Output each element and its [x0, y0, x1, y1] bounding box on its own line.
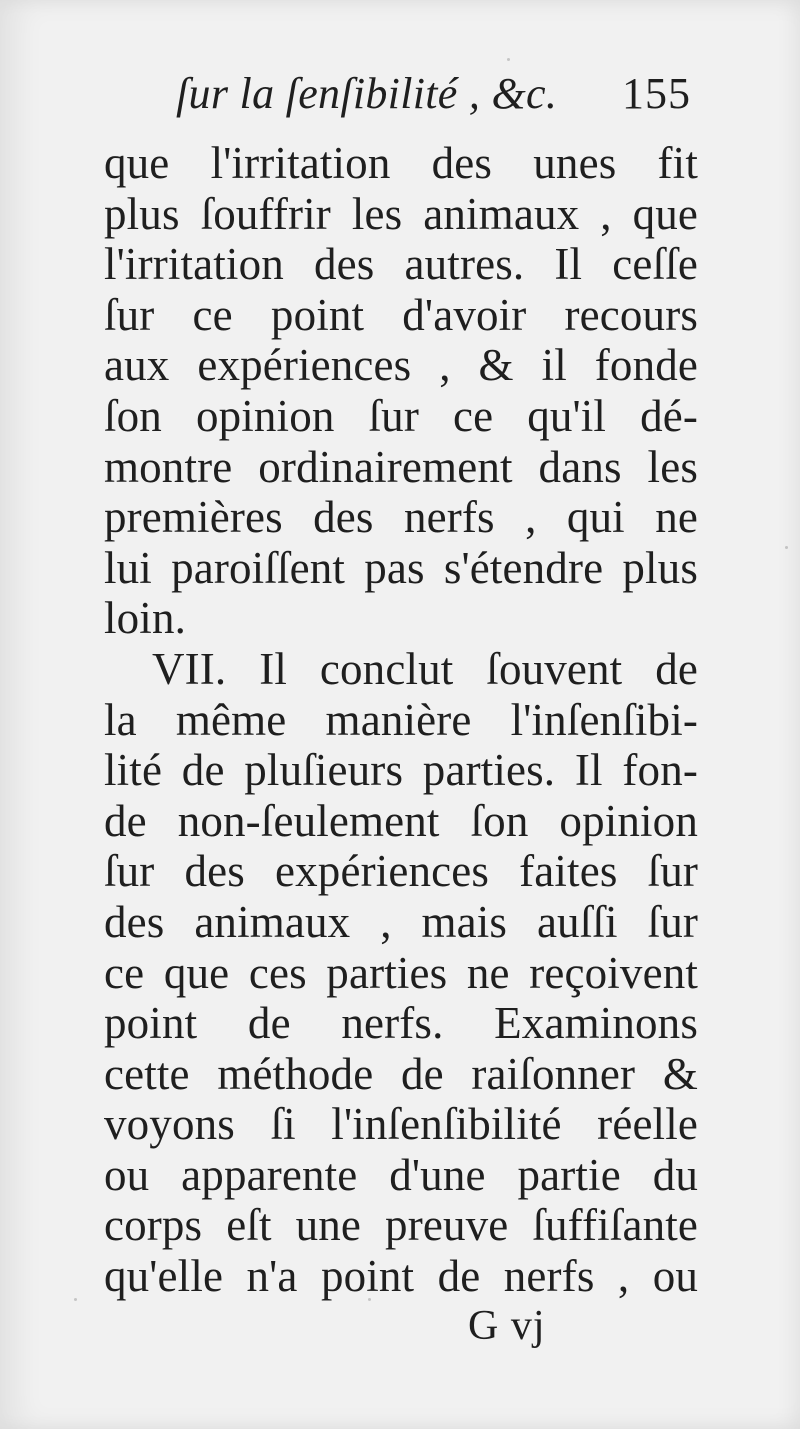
text-line-17: ce que ces parties ne reçoivent	[104, 947, 698, 998]
text-line-13: lité de pluſieurs parties. Il fon-	[104, 745, 698, 796]
text-line-19: cette méthode de raiſonner &	[104, 1048, 698, 1099]
paper-speck	[74, 1298, 77, 1301]
paper-speck	[368, 1298, 371, 1301]
text-line-22: corps eſt une preuve ſuffiſante	[104, 1200, 698, 1251]
text-line-6: ſon opinion ſur ce qu'il dé-	[104, 390, 698, 441]
text-line-21: ou apparente d'une partie du	[104, 1149, 698, 1200]
text-line-18: point de nerfs. Examinons	[104, 998, 698, 1049]
text-line-5: aux expériences , & il fonde	[104, 340, 698, 391]
text-line-23: qu'elle n'a point de nerfs , ou	[104, 1251, 698, 1302]
running-title: ſur la ſenſibilité , &c.	[176, 69, 558, 118]
body-text	[104, 138, 698, 1302]
text-line-2: plus ſouffrir les animaux , que	[104, 188, 698, 239]
text-line-11: VII. Il conclut ſouvent de	[152, 643, 698, 694]
text-line-4: ſur ce point d'avoir recours	[104, 289, 698, 340]
text-line-3: l'irritation des autres. Il ceſſe	[104, 239, 698, 290]
signature-mark: G vj	[468, 1303, 546, 1349]
text-line-9: lui paroiſſent pas s'étendre plus	[104, 542, 698, 593]
text-line-1: que l'irritation des unes fit	[104, 138, 698, 188]
paper-speck	[785, 546, 788, 549]
text-line-16: des animaux , mais auſſi ſur	[104, 896, 698, 947]
text-line-20: voyons ſi l'inſenſibilité réelle	[104, 1099, 698, 1150]
paper-speck	[507, 58, 510, 61]
text-line-7: montre ordinairement dans les	[104, 441, 698, 492]
text-line-10: loin.	[104, 593, 187, 644]
page-header	[0, 68, 700, 138]
text-line-15: ſur des expériences faites ſur	[104, 846, 698, 897]
page-number: 155	[622, 69, 691, 118]
text-line-12: la même manière l'inſenſibi-	[104, 694, 698, 745]
text-line-8: premières des nerfs , qui ne	[104, 492, 698, 543]
text-line-14: de non-ſeulement ſon opinion	[104, 795, 698, 846]
